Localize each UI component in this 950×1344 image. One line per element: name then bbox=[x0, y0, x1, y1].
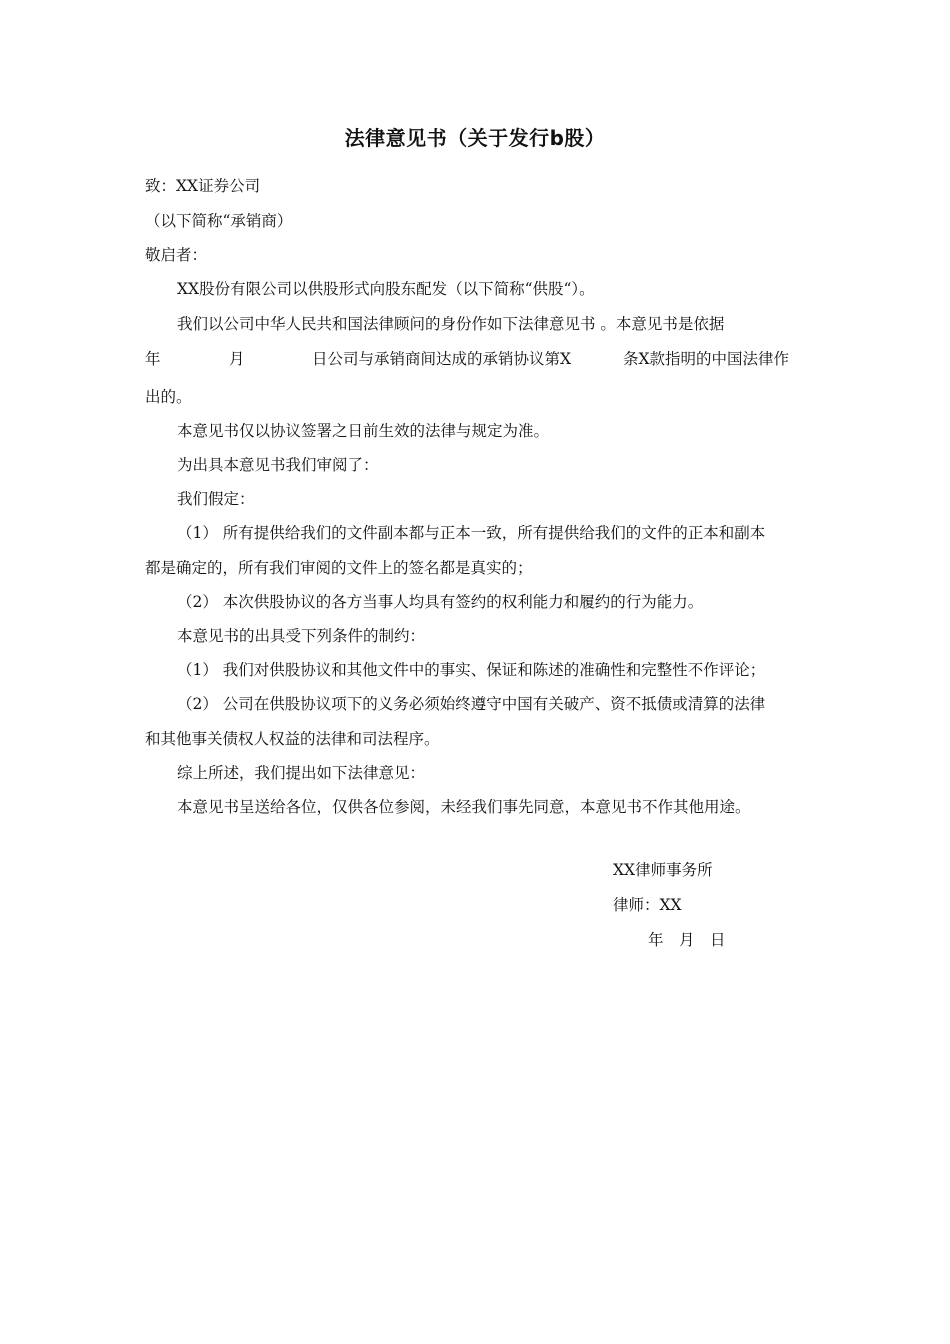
signature-date: 年 月 日 bbox=[648, 931, 726, 949]
paragraph-3-tail: 出的。 bbox=[145, 388, 192, 406]
paragraph-3-mid: 日公司与承销商间达成的承销协议第X bbox=[312, 350, 572, 368]
paragraph-5: 为出具本意见书我们审阅了： bbox=[177, 456, 379, 474]
recipient-note: （以下简称“承销商） bbox=[145, 212, 293, 230]
condition-2-line-2: 和其他事关债权人权益的法律和司法程序。 bbox=[145, 730, 440, 748]
paragraph-3-year: 年 bbox=[145, 350, 161, 368]
assumption-1-line-2: 都是确定的，所有我们审阅的文件上的签名都是真实的； bbox=[145, 559, 533, 577]
paragraph-3-line bbox=[145, 349, 805, 369]
paragraph-7: 本意见书的出具受下列条件的制约： bbox=[177, 627, 426, 645]
paragraph-8: 综上所述，我们提出如下法律意见： bbox=[177, 764, 426, 782]
salutation: 敬启者： bbox=[145, 246, 208, 264]
document-title: 法律意见书（关于发行b股） bbox=[344, 126, 606, 150]
paragraph-2: 我们以公司中华人民共和国法律顾问的身份作如下法律意见书 。本意见书是依据 bbox=[177, 315, 725, 333]
paragraph-3-end: 条X款指明的中国法律作 bbox=[623, 350, 790, 368]
assumption-1-line-1: （1） 所有提供给我们的文件副本都与正本一致，所有提供给我们的文件的正本和副本 bbox=[177, 524, 766, 542]
paragraph-9: 本意见书呈送给各位，仅供各位参阅，未经我们事先同意，本意见书不作其他用途。 bbox=[177, 798, 751, 816]
paragraph-6: 我们假定： bbox=[177, 490, 255, 508]
signature-firm: XX律师事务所 bbox=[613, 861, 713, 879]
paragraph-4: 本意见书仅以协议签署之日前生效的法律与规定为准。 bbox=[177, 422, 550, 440]
condition-1: （1） 我们对供股协议和其他文件中的事实、保证和陈述的准确性和完整性不作评论； bbox=[177, 661, 766, 679]
paragraph-3-month: 月 bbox=[229, 350, 245, 368]
recipient-line: 致：XX证券公司 bbox=[145, 177, 261, 195]
condition-2-line-1: （2） 公司在供股协议项下的义务必须始终遵守中国有关破产、资不抵债或清算的法律 bbox=[177, 695, 766, 713]
signature-lawyer: 律师：XX bbox=[613, 896, 682, 914]
assumption-2: （2） 本次供股协议的各方当事人均具有签约的权利能力和履约的行为能力。 bbox=[177, 593, 704, 611]
paragraph-1: XX股份有限公司以供股形式向股东配发（以下简称“供股“）。 bbox=[177, 280, 595, 298]
